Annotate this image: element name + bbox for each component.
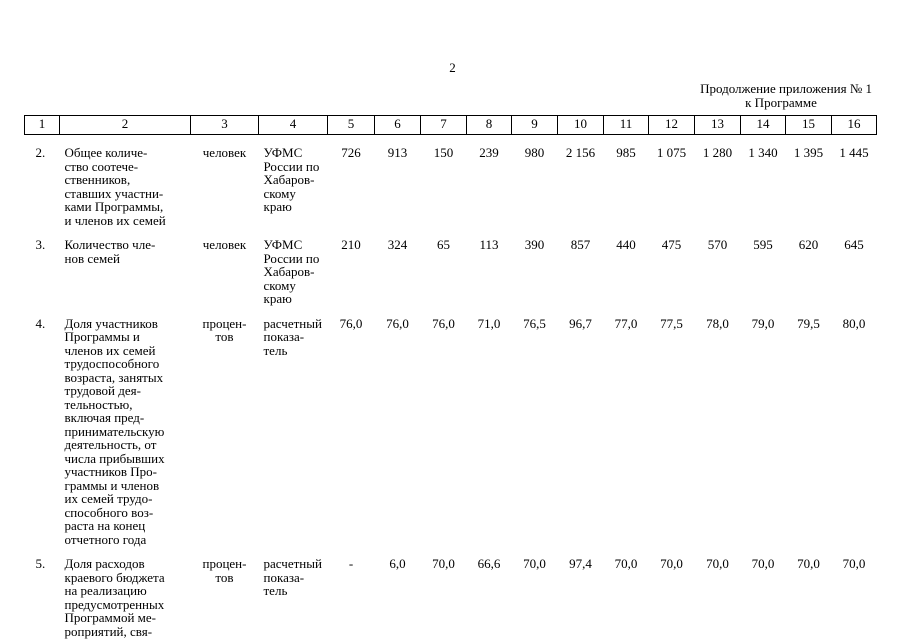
- indicator-name-line: Программы и: [64, 329, 140, 344]
- value-cell: 70,0: [523, 556, 546, 571]
- indicator-name-line: ственников,: [64, 172, 131, 187]
- value-cell: 76,0: [432, 315, 455, 331]
- table-header-row: [25, 116, 877, 135]
- column-number-header: 2: [60, 116, 191, 135]
- value-cell: 440: [616, 237, 636, 252]
- value-cell: 150: [433, 145, 454, 160]
- value-cell: 726: [341, 145, 361, 160]
- value-cell: 71,0: [477, 315, 501, 331]
- unit: [191, 306, 259, 547]
- indicator-name-line: ками Программы,: [64, 199, 164, 214]
- indicator-name-line: принимательскую: [64, 423, 165, 439]
- row-number: 3.: [35, 237, 46, 252]
- indicator-name: [60, 227, 191, 306]
- data-source-line: краю: [263, 199, 292, 214]
- column-number-header: 7: [421, 116, 467, 135]
- value-cell: 70,0: [842, 556, 866, 571]
- data-source-line: расчетный: [263, 315, 322, 331]
- value-cell: 76,5: [523, 315, 546, 331]
- data-source-line: показа-: [263, 329, 305, 344]
- value-cell: 96,7: [569, 315, 592, 331]
- data-source-line: расчетный: [263, 556, 322, 571]
- value-cell: 66,6: [477, 556, 501, 571]
- value-cell: 390: [524, 237, 545, 252]
- value-cell: 80,0: [842, 315, 866, 331]
- value-cell: 70,0: [797, 556, 820, 571]
- value-cell: 595: [753, 237, 773, 252]
- value-cell: 79,0: [751, 315, 775, 331]
- data-source: [259, 306, 328, 547]
- unit: [191, 135, 259, 228]
- value-cell: 97,4: [569, 556, 592, 571]
- indicator-name: [60, 135, 191, 228]
- indicator-name-line: ство соотече-: [64, 158, 139, 174]
- column-number-header: 6: [375, 116, 421, 135]
- indicator-name-line: раста на конец: [64, 518, 146, 533]
- data-source-line: краю: [263, 291, 292, 306]
- column-number-header: 15: [786, 116, 832, 135]
- data-source: [259, 135, 328, 228]
- indicator-name-line: Общее количе-: [64, 145, 148, 160]
- indicator-name-line: Доля участников: [64, 315, 158, 331]
- value-cell: 1 445: [839, 145, 869, 160]
- appendix-line-2: к Программе: [745, 95, 817, 110]
- value-cell: 6,0: [389, 556, 406, 571]
- indicator-name: [60, 546, 191, 638]
- value-cell: 113: [479, 237, 499, 252]
- table-row: [25, 135, 877, 228]
- value-cell: 985: [616, 145, 636, 160]
- indicator-name-line: возраста, занятых: [64, 369, 164, 385]
- value-cell: 239: [479, 145, 499, 160]
- appendix-line-1: Продолжение приложения № 1: [700, 81, 872, 96]
- column-number-header: 4: [259, 116, 328, 135]
- table-row: [25, 306, 877, 547]
- data-source: [259, 227, 328, 306]
- data-source-line: тель: [263, 583, 288, 598]
- value-cell: 913: [387, 145, 408, 160]
- value-cell: 70,0: [706, 556, 729, 571]
- value-cell: 857: [570, 237, 591, 252]
- value-cell: 210: [341, 237, 361, 252]
- indicator-name-line: краевого бюджета: [64, 569, 165, 585]
- indicator-name-line: тельностью,: [64, 396, 133, 412]
- value-cell: 645: [844, 237, 864, 252]
- value-cell: 324: [387, 237, 408, 252]
- indicator-name-line: Доля расходов: [64, 556, 145, 571]
- column-number-header: 11: [604, 116, 649, 135]
- indicator-name: [60, 306, 191, 547]
- value-cell: 1 395: [793, 145, 824, 160]
- column-number-header: 14: [741, 116, 786, 135]
- value-cell: 70,0: [432, 556, 455, 571]
- value-cell: 65: [437, 237, 450, 252]
- value-cell: 76,0: [339, 315, 363, 331]
- value-cell: 78,0: [706, 315, 729, 331]
- unit: [191, 546, 259, 638]
- indicators-table: [24, 115, 877, 638]
- indicator-name-line: деятельность, от: [64, 437, 157, 452]
- value-cell: 77,0: [614, 315, 638, 331]
- indicator-name-line: их семей трудо-: [64, 491, 153, 506]
- unit-line: тов: [215, 329, 234, 344]
- value-cell: -: [348, 556, 354, 571]
- data-source-line: России по: [263, 158, 320, 174]
- unit-line: человек: [202, 237, 247, 252]
- data-source: [259, 546, 328, 638]
- column-number-header: 3: [191, 116, 259, 135]
- indicator-name-line: граммы и членов: [64, 477, 160, 493]
- value-cell: 2 156: [565, 145, 596, 160]
- data-source-line: Хабаров-: [263, 172, 315, 187]
- value-cell: 79,5: [797, 315, 820, 331]
- row-number: 2.: [35, 145, 46, 160]
- value-cell: 76,0: [386, 315, 409, 331]
- row-number: 4.: [35, 315, 46, 331]
- indicator-name-line: трудоспособного: [64, 356, 160, 371]
- data-source-line: скому: [263, 185, 296, 201]
- data-source-line: УФМС: [263, 237, 303, 252]
- data-source-line: Хабаров-: [263, 264, 315, 279]
- data-source-line: показа-: [263, 569, 305, 585]
- indicator-name-line: и членов их семей: [64, 212, 166, 228]
- indicator-name-line: участников Про-: [64, 464, 157, 479]
- column-number-header: 5: [328, 116, 375, 135]
- value-cell: 475: [661, 237, 682, 252]
- indicator-name-line: ставших участни-: [64, 185, 164, 201]
- column-number-header: 10: [558, 116, 604, 135]
- value-cell: 1 075: [656, 145, 687, 160]
- appendix-caption: [660, 82, 872, 110]
- column-number-header: 1: [25, 116, 60, 135]
- indicator-name-line: роприятий, свя-: [64, 623, 153, 639]
- indicator-name-line: трудовой дея-: [64, 383, 141, 398]
- value-cell: 1 280: [702, 145, 733, 160]
- value-cell: 70,0: [614, 556, 638, 571]
- indicator-name-line: Количество чле-: [64, 237, 156, 252]
- value-cell: 77,5: [660, 315, 683, 331]
- table-row: [25, 546, 877, 638]
- table-row: [25, 227, 877, 306]
- column-number-header: 13: [695, 116, 741, 135]
- unit-line: процен-: [202, 315, 247, 331]
- indicator-name-line: предусмотренных: [64, 596, 165, 612]
- indicator-name-line: отчетного года: [64, 531, 147, 547]
- indicator-name-line: членов их семей: [64, 342, 156, 358]
- indicator-name-line: Программой ме-: [64, 610, 156, 625]
- value-cell: 570: [707, 237, 728, 252]
- indicator-name-line: нов семей: [64, 250, 120, 266]
- unit: [191, 227, 259, 306]
- unit-line: человек: [202, 145, 247, 160]
- column-number-header: 9: [512, 116, 558, 135]
- value-cell: 70,0: [660, 556, 683, 571]
- unit-line: тов: [215, 569, 234, 585]
- value-cell: 620: [798, 237, 819, 252]
- indicator-name-line: числа прибывших: [64, 450, 165, 466]
- value-cell: 980: [524, 145, 545, 160]
- column-number-header: 8: [467, 116, 512, 135]
- data-source-line: России по: [263, 250, 320, 266]
- value-cell: 70,0: [751, 556, 775, 571]
- indicator-name-line: включая пред-: [64, 410, 145, 425]
- data-source-line: тель: [263, 342, 288, 358]
- data-source-line: УФМС: [263, 145, 303, 160]
- indicator-name-line: на реализацию: [64, 583, 147, 598]
- column-number-header: 16: [832, 116, 877, 135]
- page-number: 2: [449, 60, 456, 75]
- column-number-header: 12: [649, 116, 695, 135]
- unit-line: процен-: [202, 556, 247, 571]
- data-source-line: скому: [263, 277, 296, 293]
- indicator-name-line: способного воз-: [64, 504, 154, 520]
- row-number: 5.: [35, 556, 46, 571]
- value-cell: 1 340: [748, 145, 778, 160]
